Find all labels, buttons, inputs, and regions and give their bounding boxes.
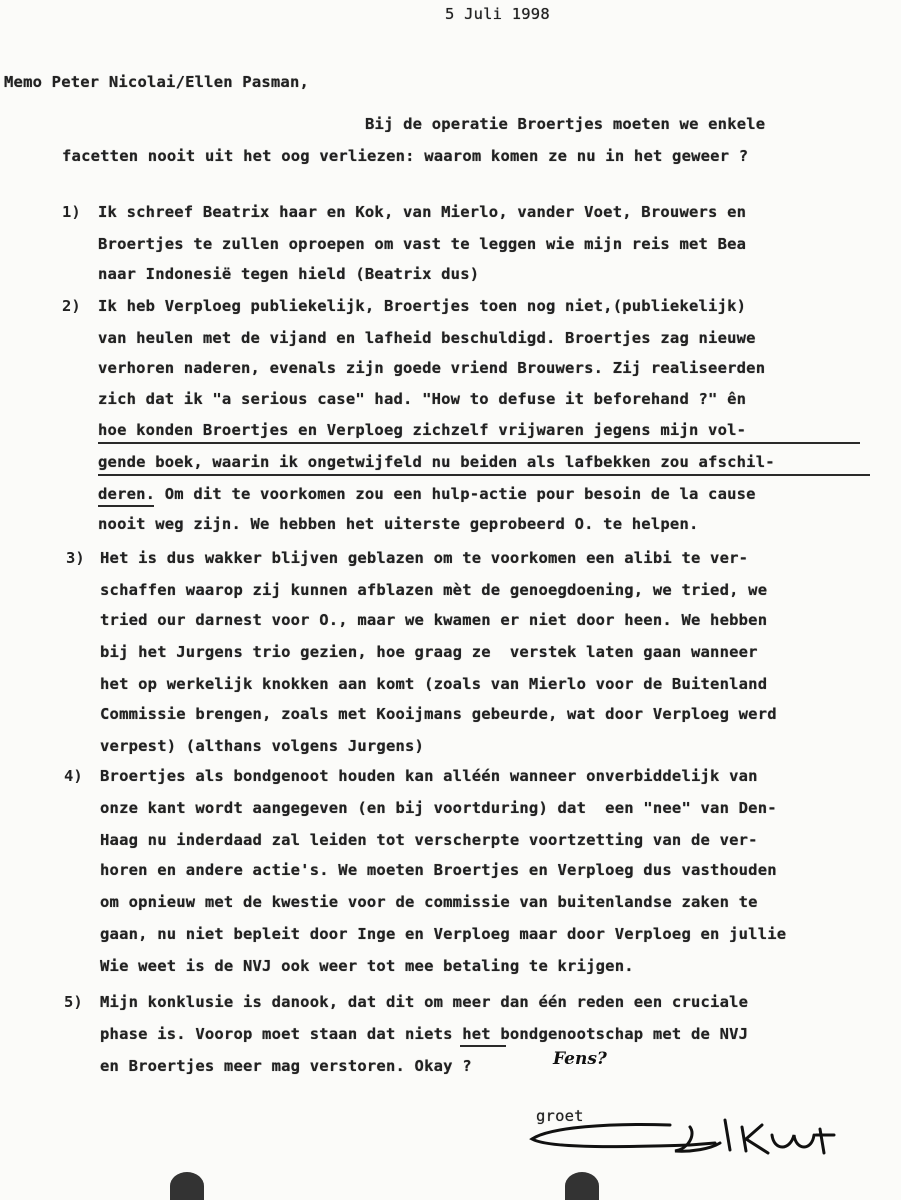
intro-line: facetten nooit uit het oog verliezen: waarom komen ze nu in het geweer ? [62,147,749,165]
item-number: 2) [62,297,81,315]
handwritten-signature [520,1105,850,1175]
item-line: van heulen met de vijand en lafheid beschuldigd. Broertjes zag nieuwe [98,329,756,347]
item-line: naar Indonesië tegen hield (Beatrix dus) [98,265,480,283]
item-line: bij het Jurgens trio gezien, hoe graag ze verstek laten gaan wanneer [100,643,758,661]
item-line: schaffen waarop zij kunnen afblazen mèt de genoegdoening, we tried, we [100,581,768,599]
item-line: Wie weet is de NVJ ook weer tot mee betaling te krijgen. [100,957,634,975]
item-line: deren. Om dit te voorkomen zou een hulp-actie pour besoin de la cause [98,485,756,503]
item-line: verhoren naderen, evenals zijn goede vriend Brouwers. Zij realiseerden [98,359,766,377]
letter-date: 5 Juli 1998 [445,5,550,23]
item-line: Commissie brengen, zoals met Kooijmans gebeurde, wat door Verploeg werd [100,705,777,723]
memo-addressee: Memo Peter Nicolai/Ellen Pasman, [4,73,310,91]
handwritten-note: Fens? [553,1049,607,1069]
item-line: Broertjes te zullen oproepen om vast te leggen wie mijn reis met Bea [98,235,747,253]
item-number: 5) [64,993,83,1011]
item-number: 3) [66,549,85,567]
item-line: het op werkelijk knokken aan komt (zoals van Mierlo voor de Buitenland [100,675,768,693]
item-line: Broertjes als bondgenoot houden kan alléén wanneer onverbiddelijk van [100,767,758,785]
copy-artifact [170,1172,204,1200]
copy-artifact [565,1172,599,1200]
item-line: zich dat ik "a serious case" had. "How to defuse it beforehand ?" ên [98,390,747,408]
item-number: 1) [62,203,81,221]
hand-underline [98,474,870,476]
item-line: Mijn konklusie is danook, dat dit om meer dan één reden een cruciale [100,993,749,1011]
item-number: 4) [64,767,83,785]
item-line: gaan, nu niet bepleit door Inge en Verploeg maar door Verploeg en jullie [100,925,787,943]
item-line: Ik heb Verploeg publiekelijk, Broertjes toen nog niet,(publiekelijk) [98,297,747,315]
item-line: om opnieuw met de kwestie voor de commissie van buitenlandse zaken te [100,893,758,911]
closing-greeting: groet [536,1107,584,1125]
item-line: verpest) (althans volgens Jurgens) [100,737,425,755]
item-line: en Broertjes meer mag verstoren. Okay ? [100,1057,472,1075]
item-line: Ik schreef Beatrix haar en Kok, van Mierlo, vander Voet, Brouwers en [98,203,747,221]
hand-underline [98,505,154,507]
intro-line: Bij de operatie Broertjes moeten we enkele [365,115,766,133]
item-line: phase is. Voorop moet staan dat niets het bondgenootschap met de NVJ [100,1025,749,1043]
item-line: horen en andere actie's. We moeten Broertjes en Verploeg dus vasthouden [100,861,777,879]
item-line-underlined: hoe konden Broertjes en Verploeg zichzelf vrijwaren jegens mijn vol- [98,421,747,439]
hand-underline [460,1045,506,1047]
item-line-underlined: gende boek, waarin ik ongetwijfeld nu beiden als lafbekken zou afschil- [98,453,775,471]
item-line: Het is dus wakker blijven geblazen om te voorkomen een alibi te ver- [100,549,749,567]
item-line: onze kant wordt aangegeven (en bij voortduring) dat een "nee" van Den- [100,799,777,817]
hand-underline [98,442,860,444]
item-line: tried our darnest voor O., maar we kwamen er niet door heen. We hebben [100,611,768,629]
item-line: Haag nu inderdaad zal leiden tot verscherpte voortzetting van de ver- [100,831,758,849]
item-line: nooit weg zijn. We hebben het uiterste geprobeerd O. te helpen. [98,515,699,533]
